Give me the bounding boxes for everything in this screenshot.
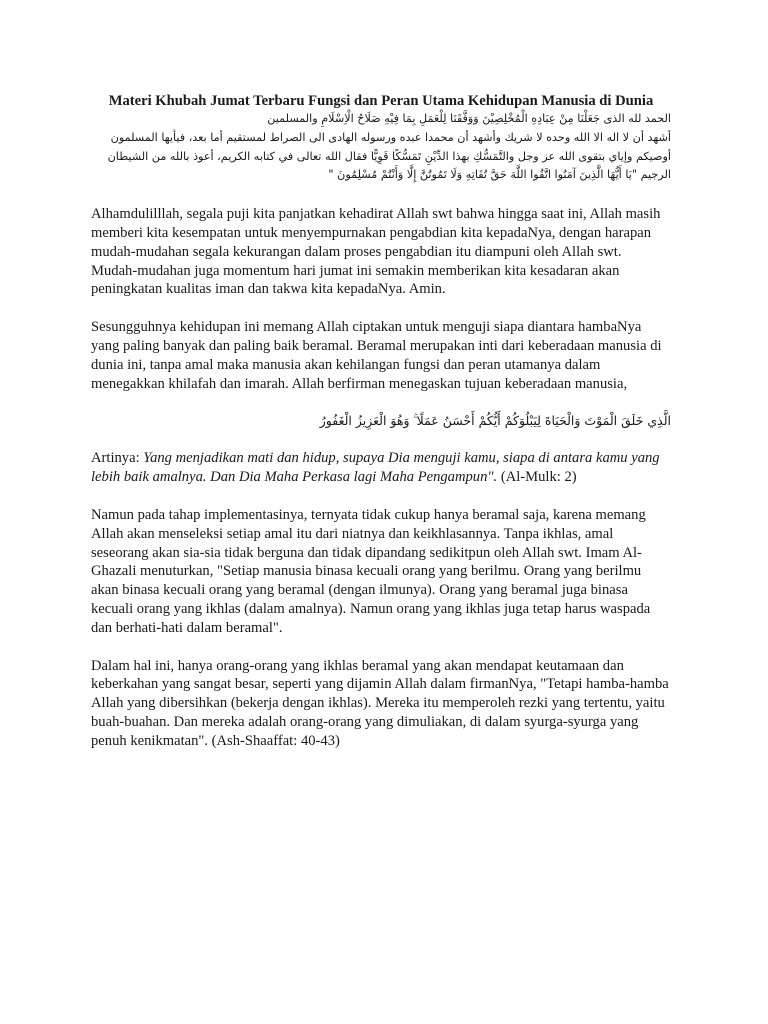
arabic-line-2: أشهد أن لا اله الا الله وحده لا شريك وأشهد أن محمدا عبده ورسوله الهادى الى الصراط لمستقيم أما بعد، فيأيها المسلمون bbox=[110, 130, 671, 144]
document-page bbox=[91, 92, 671, 751]
paragraph-purpose: Sesungguhnya kehidupan ini memang Allah ciptakan untuk menguji siapa diantara hambaNya yang paling banyak dan paling baik beramal. Beramal merupakan inti dari keberadaan manusia di dunia ini, tanpa amal maka manusia akan kehilangan fungsi dan peran utamanya dalam menegakkan khilafah dan imarah. Allah berfirman menegaskan tujuan keberadaan manusia, bbox=[91, 319, 662, 392]
translation-label: Artinya: bbox=[91, 450, 144, 467]
document-title: Materi Khubah Jumat Terbaru Fungsi dan Peran Utama Kehidupan Manusia di Dunia bbox=[108, 93, 654, 109]
arabic-opening-prayer bbox=[91, 110, 671, 185]
paragraph-ikhlas: Namun pada tahap implementasinya, ternyata tidak cukup hanya beramal saja, karena memang Allah akan menseleksi setiap amal itu dari niatnya dan keikhlasannya. Tanpa ikhlas, amal seseorang akan sia-sia tidak berguna dan tidak dipandang sedikitpun oleh Allah swt. Imam Al-Ghazali menuturkan, "Setiap manusia binasa kecuali orang yang berilmu. Orang yang berilmu akan binasa kecuali orang yang beramal (dengan ilmunya). Orang yang beramal juga binasa kecuali orang yang ikhlas (dalam amalnya). Namun orang yang ikhlas juga tetap harus waspada dan berhati-hati dalam beramal". bbox=[91, 506, 651, 636]
arabic-line-4: الرجيم "يَا أَيُّهَا الَّذِينَ آمَنُوا اتَّقُوا اللَّهَ حَقَّ تُقَاتِهِ وَلَا تَمُوتُنَّ إِلَّا وَأَنْتُمْ مُسْلِمُونَ " bbox=[328, 168, 671, 182]
quran-verse-al-mulk: الَّذِي خَلَقَ الْمَوْتَ وَالْحَيَاةَ لِيَبْلُوَكُمْ أَيُّكُمْ أَحْسَنُ عَمَلًا ۚ وَهُوَ الْعَزِيزُ الْغَفُورُ bbox=[319, 413, 671, 429]
verse-translation bbox=[91, 449, 671, 487]
paragraph-opening: Alhamdulilllah, segala puji kita panjatkan kehadirat Allah swt bahwa hingga saat ini, Allah masih memberi kita kesempatan untuk menyempurnakan pengabdian kita kepadaNya, dengan harapan mudah-mudahan segala kekurangan dalam proses pengabdian itu diampuni oleh Allah swt. Mudah-mudahan juga momentum hari jumat ini semakin memberikan kita kesadaran akan peningkatan kualitas iman dan takwa kita kepadaNya. Amin. bbox=[91, 206, 661, 298]
arabic-line-1: الحمد لله الذى جَعَلْنَا مِنْ عِبَادِهِ الْمُخْلِصِيْنَ وَوَفَّقَنَا لِلْعَمَلِ بِمَا فِيْهِ صَلَاحُ الْاِسْلَامِ والمسلمين bbox=[267, 112, 671, 125]
translation-reference: (Al-Mulk: 2) bbox=[497, 469, 577, 486]
arabic-line-3: أوصيكم وإياي بتقوى الله عز وجل والتَّمَسُّكِ بهذا الدِّيْنِ تَمَسُّكًا قَوِيًّا فقال الله تعالى في كتابه الكريم، أعوذ بالله من الشيطان bbox=[107, 149, 671, 163]
translation-text: Yang menjadikan mati dan hidup, supaya Dia menguji kamu, siapa di antara kamu yang lebih baik amalnya. Dan Dia Maha Perkasa lagi Maha Pengampun". bbox=[91, 450, 660, 486]
paragraph-reward: Dalam hal ini, hanya orang-orang yang ikhlas beramal yang akan mendapat keutamaan dan keberkahan yang sangat besar, seperti yang dijamin Allah dalam firmanNya, "Tetapi hamba-hamba Allah yang dibersihkan (bekerja dengan ikhlas). Mereka itu memperoleh rezki yang tertentu, yaitu buah-buahan. Dan mereka adalah orang-orang yang dimuliakan, di dalam syurga-syurga yang penuh kenikmatan". (Ash-Shaaffat: 40-43) bbox=[91, 657, 669, 749]
